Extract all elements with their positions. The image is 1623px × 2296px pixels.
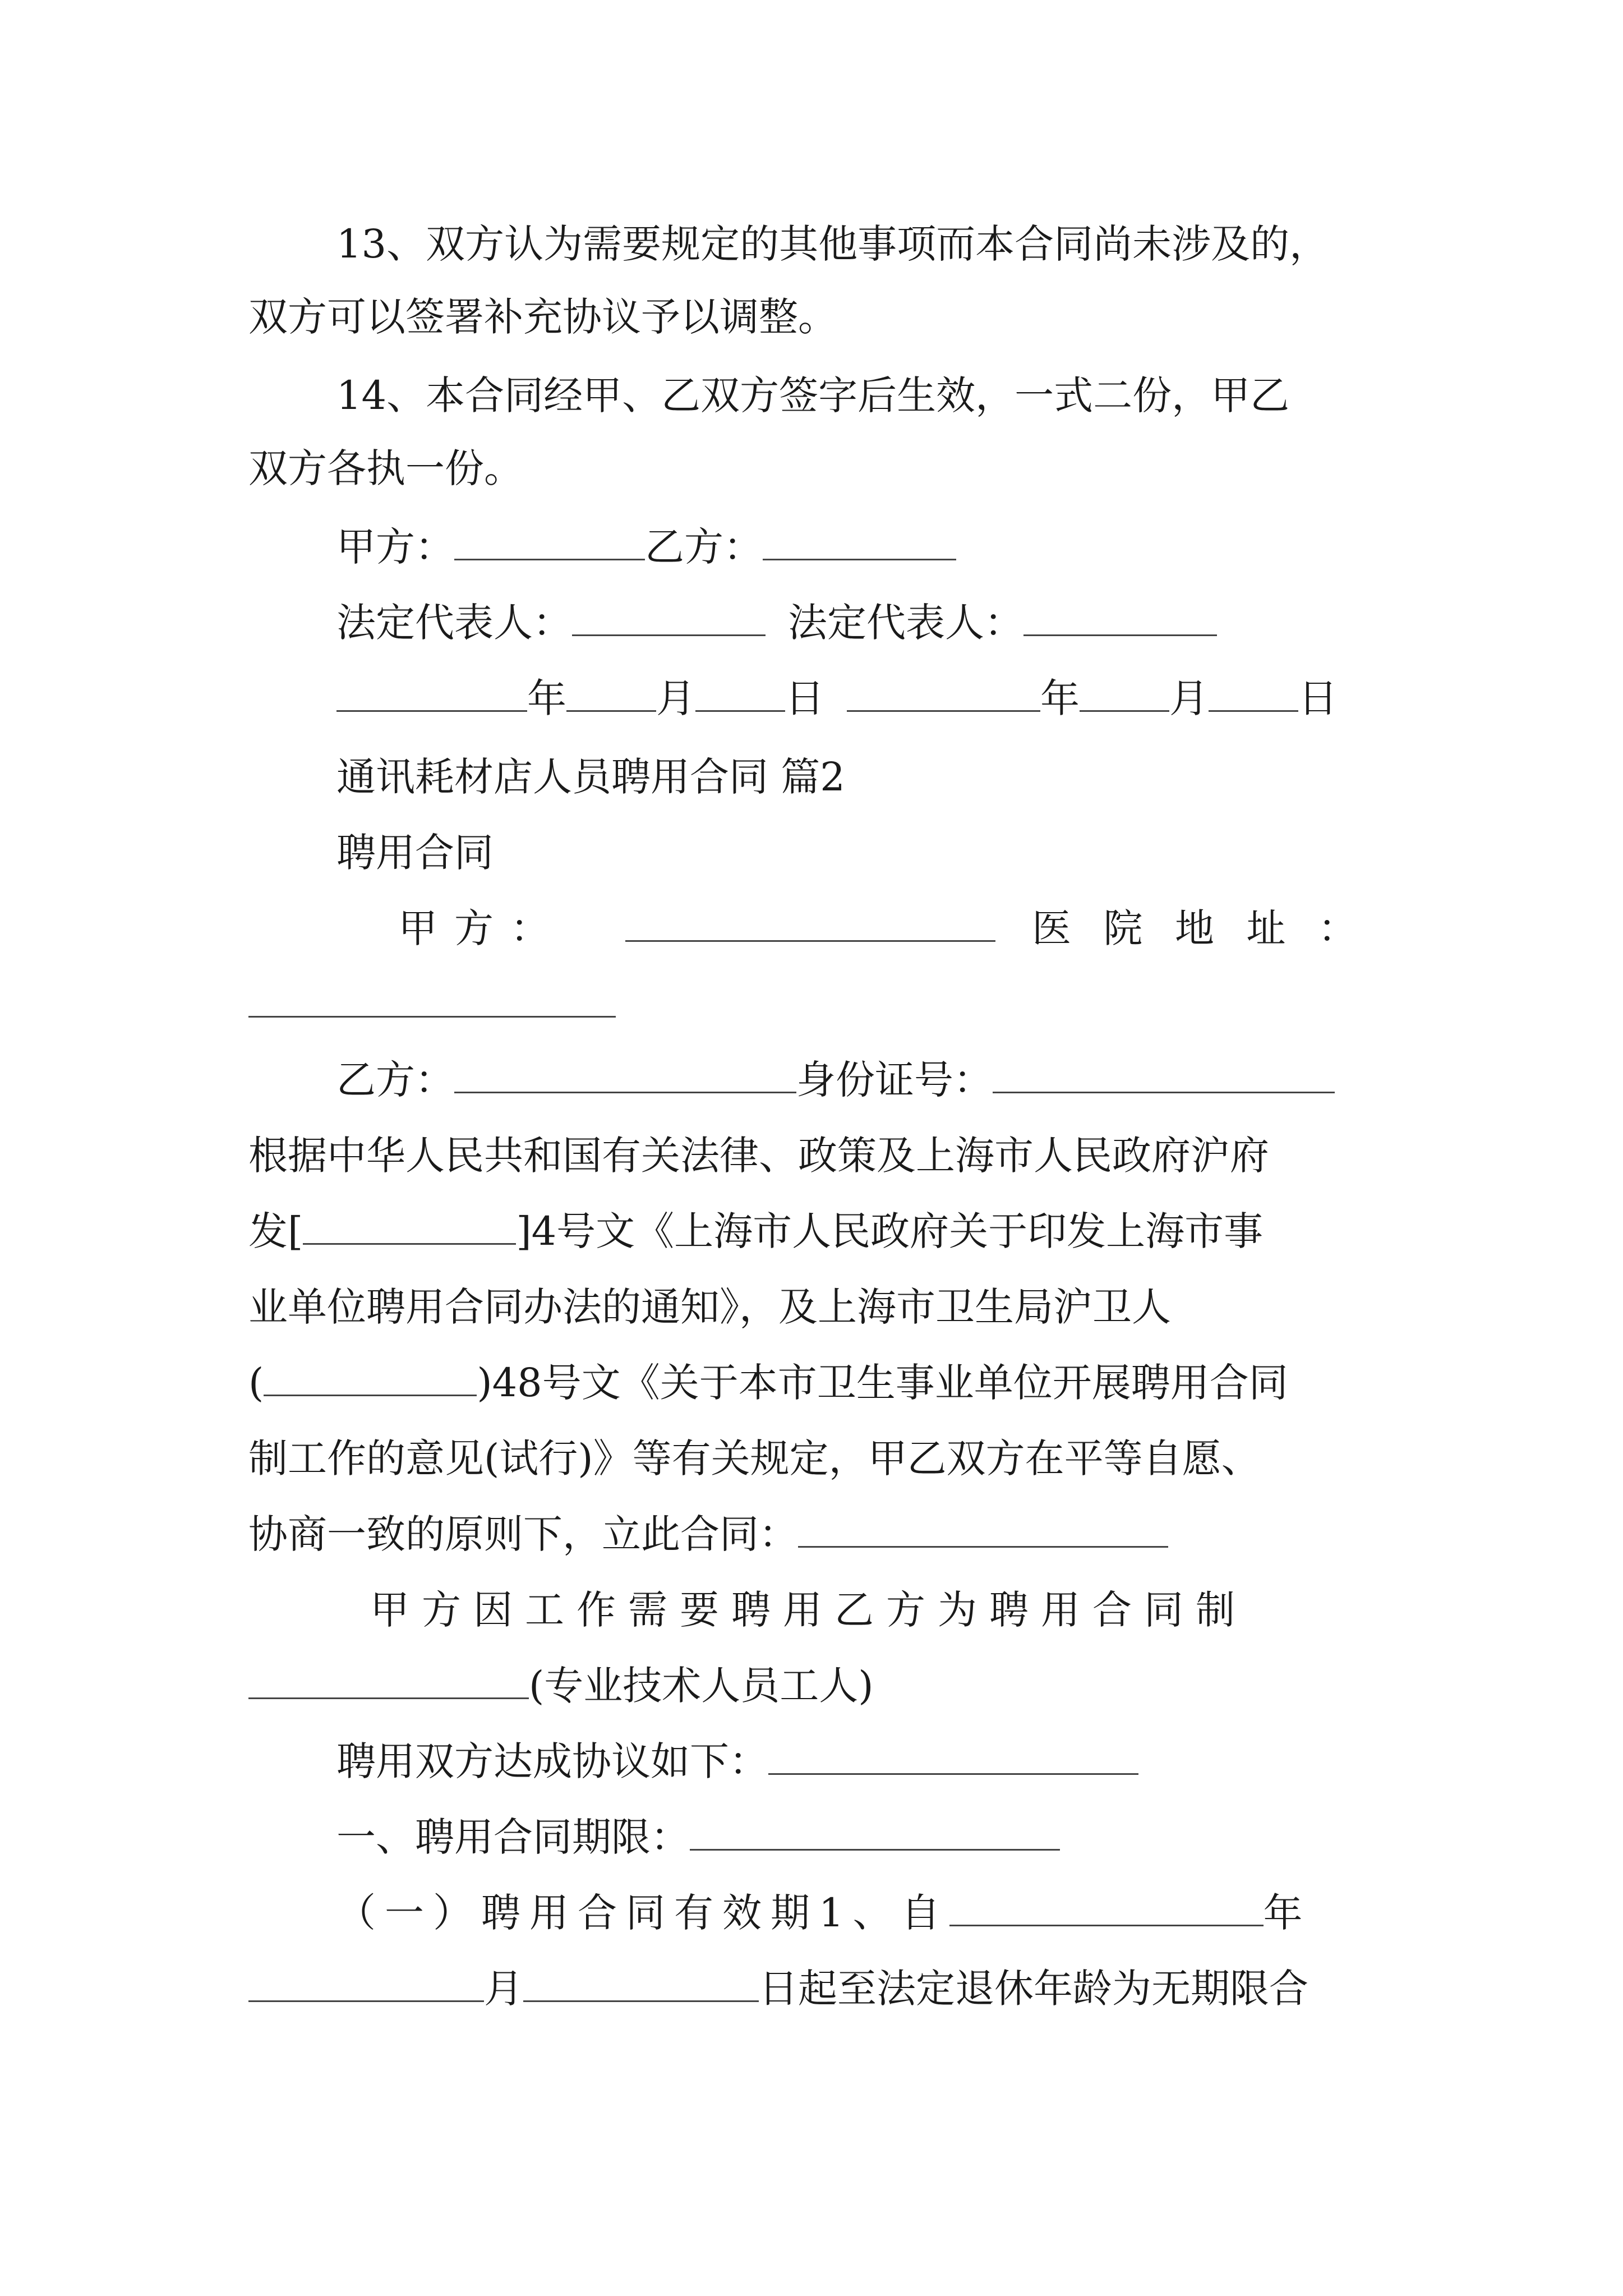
decree-number-blank[interactable] [303,1211,516,1245]
date-b-month-blank[interactable] [1080,678,1169,712]
term-blank[interactable] [690,1816,1060,1851]
id-number-label: 身份证号： [796,1057,993,1103]
party-signature-line [336,522,956,572]
date-a-month-blank[interactable] [566,678,656,712]
hire-party-a-line [398,903,1357,954]
legal-rep-b-blank[interactable] [1023,602,1217,636]
party-a-label: 甲方： [336,524,454,570]
basis-line5: 制工作的意见(试行)》等有关规定，甲乙双方在平等自愿、 [248,1435,1261,1481]
hire-party-b-line [336,1055,1335,1105]
date-a-year-blank[interactable] [336,678,527,712]
item13-line2: 双方可以签署补充协议予以调整。 [248,294,837,340]
basis-line2: 发[ ]4号文《上海市人民政府关于印发上海市事 [248,1208,1264,1254]
term-line2: 月 日起至法定退休年龄为无期限合 [248,1963,1308,2014]
term-start-month-blank[interactable] [248,1968,484,2002]
month-label: 月 [656,675,695,721]
party-b-label: 乙方： [645,524,763,570]
hire-party-a-label: 甲 方 ： [398,905,550,951]
position-blank[interactable] [248,1665,529,1699]
term-heading-line: 一、聘用合同期限： [336,1812,1060,1862]
year-label: 年 [527,675,566,721]
item13-line1: 13、双方认为需要规定的其他事项而本合同尚未涉及的， [336,221,1329,267]
need-line2: (专业技术人员工人) [248,1660,874,1711]
basis-line1: 根据中华人民共和国有关法律、政策及上海市人民政府沪府 [248,1133,1269,1179]
item14-line1: 14、本合同经甲、乙双方签字后生效，一式二份，甲乙 [336,372,1290,418]
party-a-blank[interactable] [454,526,645,560]
basis-line3: 业单位聘用合同办法的通知》，及上海市卫生局沪卫人 [248,1284,1171,1330]
day-label: 日 [785,675,824,721]
date-a-day-blank[interactable] [695,678,785,712]
term-start-day-blank[interactable] [523,1968,759,2002]
legal-rep-line [336,597,1217,648]
contract-title: 聘用合同 [336,830,494,876]
hire-party-b-label: 乙方： [336,1057,454,1103]
hospital-address-label: 医 院 地 址 ： [1032,905,1357,951]
section2-title: 通讯耗材店人员聘用合同 篇2 [336,754,845,800]
item14-line2: 双方各执一份。 [248,445,523,491]
basis-line4: ( )48号文《关于本市卫生事业单位开展聘用合同 [248,1360,1288,1406]
id-number-blank[interactable] [993,1059,1335,1093]
date-line [336,673,1338,724]
hospital-address-line [248,979,616,1029]
agreement-blank[interactable] [768,1741,1138,1775]
notice-number-blank[interactable] [264,1362,477,1396]
date-b-day-blank[interactable] [1209,678,1298,712]
day-label: 日 [1298,675,1338,721]
hire-party-a-blank[interactable] [625,908,995,942]
basis-blank[interactable] [798,1513,1168,1548]
hospital-address-blank[interactable] [248,983,616,1018]
party-b-blank[interactable] [763,526,956,560]
agreement-line: 聘用双方达成协议如下： [336,1736,1138,1787]
legal-rep-b-label: 法定代表人： [788,600,1023,646]
legal-rep-a-label: 法定代表人： [336,600,572,646]
legal-rep-a-blank[interactable] [572,602,766,636]
term-line1: （一）聘用合同有效期1、自 年 [336,1890,1312,1936]
year-label: 年 [1040,675,1080,721]
basis-line6: 协商一致的原则下，立此合同： [248,1509,1168,1559]
need-line1: 甲方因工作需要聘用乙方为聘用合同制 [370,1587,1247,1633]
hire-party-b-blank[interactable] [454,1059,796,1093]
term-start-year-blank[interactable] [949,1892,1264,1926]
date-b-year-blank[interactable] [847,678,1040,712]
month-label: 月 [1169,675,1209,721]
